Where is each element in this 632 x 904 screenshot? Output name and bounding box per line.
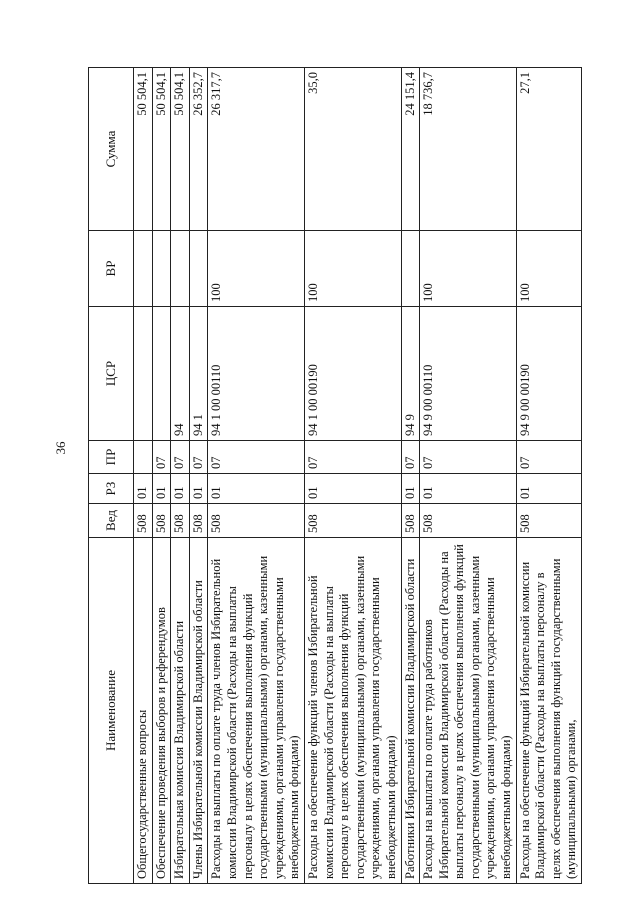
cell-sum: 26 317,7 (208, 68, 305, 231)
cell-rz: 01 (420, 474, 517, 504)
cell-vr (189, 231, 208, 307)
cell-ved: 508 (134, 504, 153, 538)
cell-csr: 94 9 (401, 307, 420, 441)
budget-table (88, 67, 582, 884)
cell-rz: 01 (134, 474, 153, 504)
cell-name: Расходы на выплаты по оплате труда работников Избирательной комиссии Владимирской области (Расходы на выплаты персоналу в целях обеспечения выполнения функций государственными (муниципальными) органами, казенными учреждениями, органами управления государственными внебюджетными фондами) (420, 538, 517, 884)
table-row (516, 68, 581, 884)
cell-name: Общегосударственные вопросы (134, 538, 153, 884)
cell-csr: 94 1 00 00110 (208, 307, 305, 441)
cell-vr: 100 (420, 231, 517, 307)
cell-pr: 07 (208, 441, 305, 474)
cell-csr: 94 1 (189, 307, 208, 441)
cell-name: Члены Избирательной комиссии Владимирской области (189, 538, 208, 884)
cell-csr: 94 9 00 00190 (516, 307, 581, 441)
cell-rz: 01 (304, 474, 401, 504)
cell-name: Расходы на выплаты по оплате труда членов Избирательной комиссии Владимирской области (Расходы на выплаты персоналу в целях обеспечения выполнения функций государственными (муниципальными) органами, казенными учреждениями, органами управления государственными внебюджетными фондами) (208, 538, 305, 884)
cell-name: Расходы на обеспечение функций Избирательной комиссии Владимирской области (Расходы на выплаты персоналу в целях обеспечения выполнения функций государственными (муниципальными) органами, (516, 538, 581, 884)
header-sum: Сумма (89, 68, 134, 231)
table-row (401, 68, 420, 884)
cell-rz: 01 (171, 474, 190, 504)
cell-sum: 50 504,1 (171, 68, 190, 231)
cell-ved: 508 (189, 504, 208, 538)
cell-csr: 94 (171, 307, 190, 441)
cell-sum: 26 352,7 (189, 68, 208, 231)
cell-pr: 07 (401, 441, 420, 474)
page-number: 36 (53, 441, 68, 455)
header-rz: РЗ (89, 474, 134, 504)
cell-vr (171, 231, 190, 307)
cell-pr: 07 (420, 441, 517, 474)
cell-vr: 100 (208, 231, 305, 307)
cell-ved: 508 (208, 504, 305, 538)
cell-vr (134, 231, 153, 307)
table-row (189, 68, 208, 884)
cell-rz: 01 (401, 474, 420, 504)
header-name: Наименование (89, 538, 134, 884)
cell-sum: 27,1 (516, 68, 581, 231)
table-row (304, 68, 401, 884)
cell-sum: 50 504,1 (134, 68, 153, 231)
table-row (134, 68, 153, 884)
table-row (420, 68, 517, 884)
cell-rz: 01 (208, 474, 305, 504)
cell-name: Обеспечение проведения выборов и референдумов (152, 538, 171, 884)
cell-rz: 01 (189, 474, 208, 504)
cell-csr (134, 307, 153, 441)
cell-name: Избирательная комиссия Владимирской области (171, 538, 190, 884)
header-vr: ВР (89, 231, 134, 307)
cell-name: Работники Избирательной комиссии Владимирской области (401, 538, 420, 884)
cell-pr: 07 (171, 441, 190, 474)
rotated-page-content (88, 68, 599, 884)
cell-sum: 18 736,7 (420, 68, 517, 231)
cell-pr: 07 (516, 441, 581, 474)
cell-ved: 508 (420, 504, 517, 538)
cell-pr: 07 (152, 441, 171, 474)
cell-vr: 100 (516, 231, 581, 307)
cell-rz: 01 (516, 474, 581, 504)
cell-ved: 508 (304, 504, 401, 538)
cell-csr: 94 9 00 00110 (420, 307, 517, 441)
cell-ved: 508 (401, 504, 420, 538)
table-header-row (89, 68, 134, 884)
cell-sum: 50 504,1 (152, 68, 171, 231)
cell-rz: 01 (152, 474, 171, 504)
table-row (171, 68, 190, 884)
cell-name: Расходы на обеспечение функций членов Избирательной комиссии Владимирской области (Расходы на выплаты персоналу в целях обеспечения выполнения функций государственными (муниципальными) органами, казенными учреждениями, органами управления государственными внебюджетными фондами) (304, 538, 401, 884)
header-pr: ПР (89, 441, 134, 474)
table-row (208, 68, 305, 884)
header-csr: ЦСР (89, 307, 134, 441)
cell-vr (401, 231, 420, 307)
cell-pr: 07 (189, 441, 208, 474)
cell-ved: 508 (171, 504, 190, 538)
cell-ved: 508 (152, 504, 171, 538)
cell-sum: 24 151,4 (401, 68, 420, 231)
table-row (152, 68, 171, 884)
cell-pr (134, 441, 153, 474)
cell-ved: 508 (516, 504, 581, 538)
cell-pr: 07 (304, 441, 401, 474)
cell-csr (152, 307, 171, 441)
cell-csr: 94 1 00 00190 (304, 307, 401, 441)
cell-sum: 35,0 (304, 68, 401, 231)
cell-vr (152, 231, 171, 307)
cell-vr: 100 (304, 231, 401, 307)
header-ved: Вед (89, 504, 134, 538)
